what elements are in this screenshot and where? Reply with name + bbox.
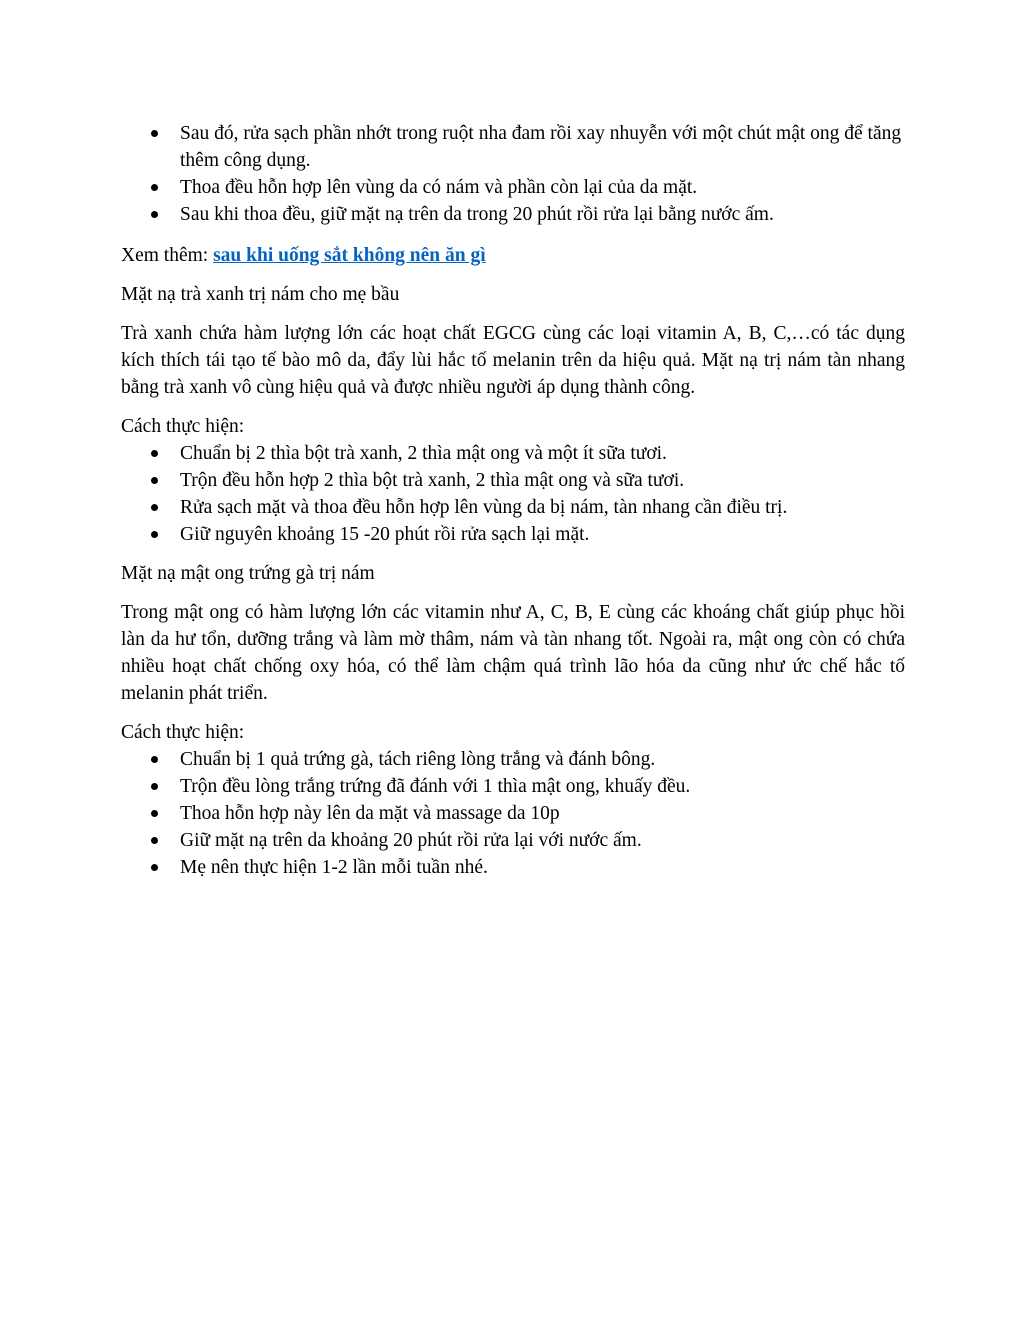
paragraph-green-tea: Trà xanh chứa hàm lượng lớn các hoạt chất EGCG cùng các loại vitamin A, B, C,…có tác dụng kích thích tái tạo tế bào mô da, đẩy lùi hắc tố melanin trên da hiệu quả. Mặt nạ trị nám tàn nhang bằng trà xanh vô cùng hiệu quả và được nhiều người áp dụng thành công.: [121, 323, 905, 398]
see-more-label: Xem thêm:: [121, 245, 214, 266]
see-more-link[interactable]: sau khi uống sắt không nên ăn gì: [213, 245, 486, 266]
bullet-dot-icon: [151, 756, 158, 763]
list-item: Chuẩn bị 1 quả trứng gà, tách riêng lòng trắng và đánh bông.: [121, 746, 905, 773]
list-item: Thoa đều hỗn hợp lên vùng da có nám và phần còn lại của da mặt.: [121, 174, 905, 201]
section-heading-green-tea: Mặt nạ trà xanh trị nám cho mẹ bầu: [121, 284, 400, 305]
document-page: [121, 120, 905, 881]
section-heading-honey-egg: Mặt nạ mật ong trứng gà trị nám: [121, 563, 375, 584]
list-item: Giữ mặt nạ trên da khoảng 20 phút rồi rửa lại với nước ấm.: [121, 827, 905, 854]
list-item: Trộn đều hỗn hợp 2 thìa bột trà xanh, 2 thìa mật ong và sữa tươi.: [121, 467, 905, 494]
method-label-green-tea: Cách thực hiện:: [121, 416, 245, 437]
bullet-dot-icon: [151, 531, 158, 538]
method-label-honey-egg: Cách thực hiện:: [121, 722, 245, 743]
bullet-dot-icon: [151, 810, 158, 817]
bullet-list-green-tea-steps: [121, 440, 905, 548]
bullet-dot-icon: [151, 184, 158, 191]
bullet-dot-icon: [151, 783, 158, 790]
list-item: Mẹ nên thực hiện 1-2 lần mỗi tuần nhé.: [121, 854, 905, 881]
bullet-dot-icon: [151, 864, 158, 871]
bullet-dot-icon: [151, 450, 158, 457]
list-item: Trộn đều lòng trắng trứng đã đánh với 1 thìa mật ong, khuấy đều.: [121, 773, 905, 800]
bullet-dot-icon: [151, 477, 158, 484]
list-item: Sau đó, rửa sạch phần nhớt trong ruột nha đam rồi xay nhuyễn với một chút mật ong để tăng thêm công dụng.: [121, 120, 905, 174]
bullet-list-honey-egg-steps: [121, 746, 905, 881]
list-item: Thoa hỗn hợp này lên da mặt và massage da 10p: [121, 800, 905, 827]
list-item: Giữ nguyên khoảng 15 -20 phút rồi rửa sạch lại mặt.: [121, 521, 905, 548]
list-item: Chuẩn bị 2 thìa bột trà xanh, 2 thìa mật ong và một ít sữa tươi.: [121, 440, 905, 467]
bullet-dot-icon: [151, 837, 158, 844]
bullet-list-aloe-steps: [121, 120, 905, 228]
list-item: Rửa sạch mặt và thoa đều hỗn hợp lên vùng da bị nám, tàn nhang cần điều trị.: [121, 494, 905, 521]
bullet-dot-icon: [151, 130, 158, 137]
bullet-dot-icon: [151, 211, 158, 218]
paragraph-honey-egg: Trong mật ong có hàm lượng lớn các vitamin như A, C, B, E cùng các khoáng chất giúp phục hồi làn da hư tổn, dưỡng trắng và làm mờ thâm, nám và tàn nhang tốt. Ngoài ra, mật ong còn có chứa nhiều hoạt chất chống oxy hóa, có thể làm chậm quá trình lão hóa da cũng như ức chế hắc tố melanin phát triển.: [121, 602, 905, 704]
see-more-line: [121, 242, 905, 269]
list-item: Sau khi thoa đều, giữ mặt nạ trên da trong 20 phút rồi rửa lại bằng nước ấm.: [121, 201, 905, 228]
bullet-dot-icon: [151, 504, 158, 511]
